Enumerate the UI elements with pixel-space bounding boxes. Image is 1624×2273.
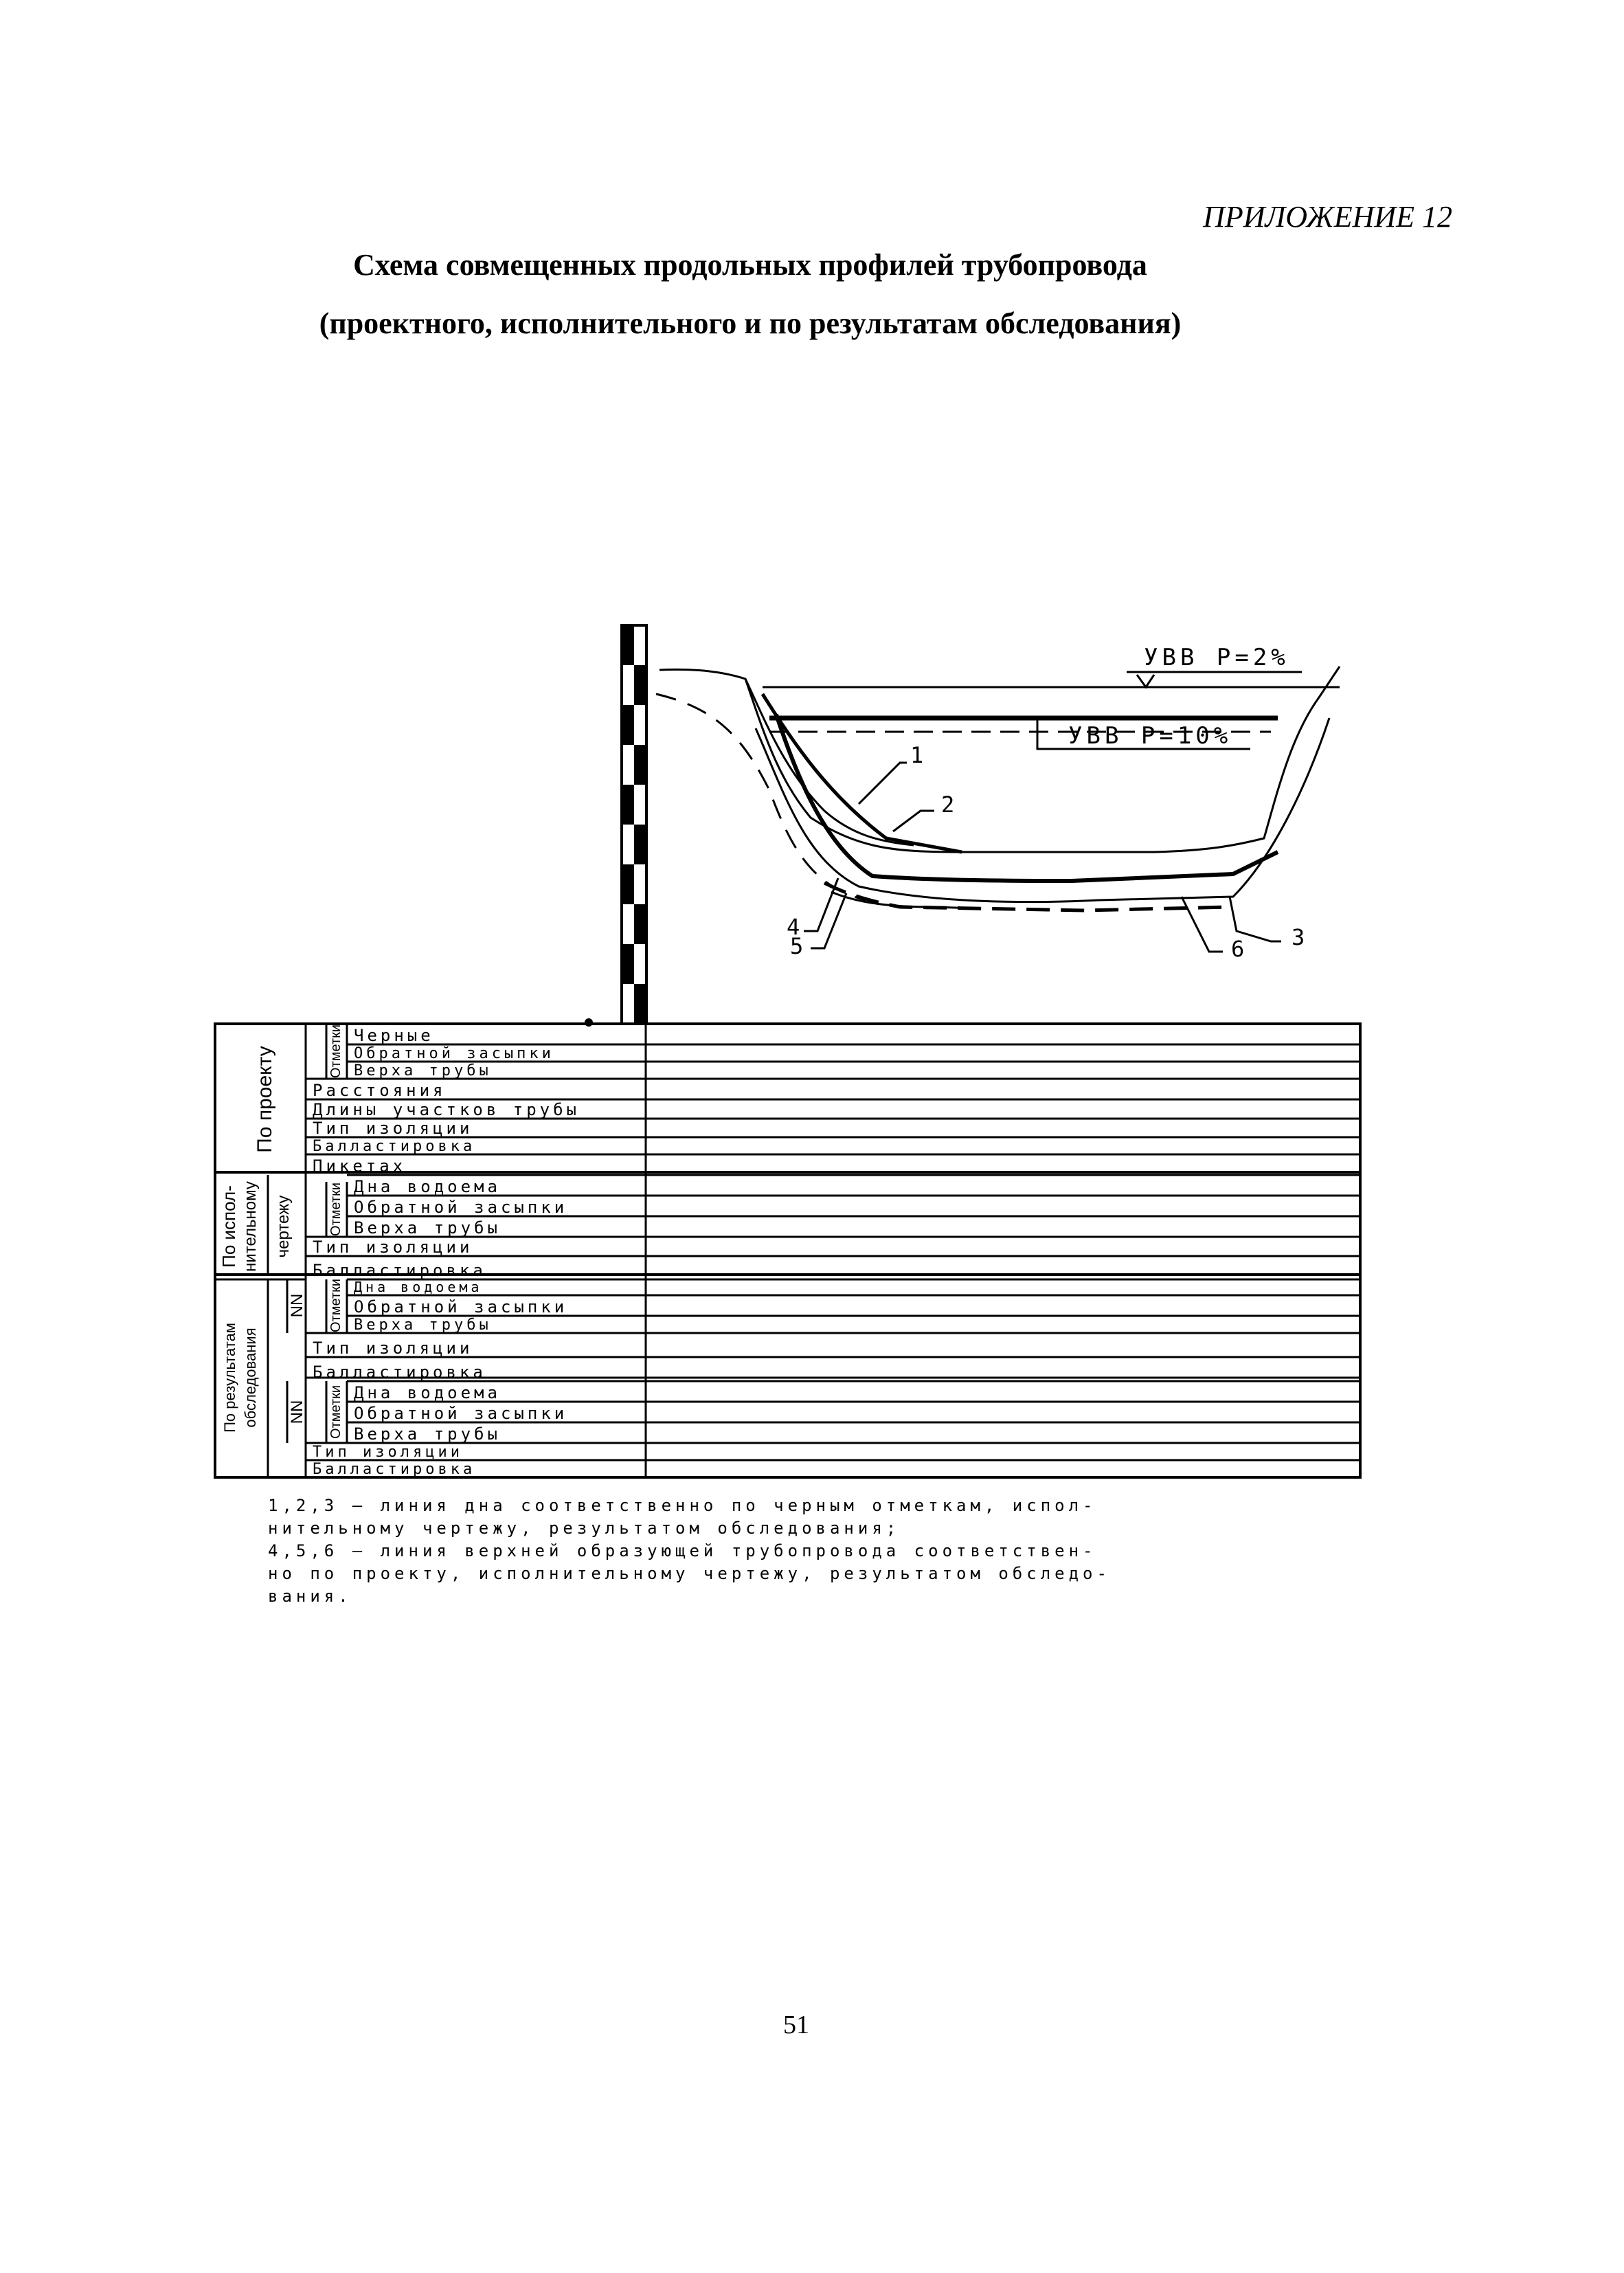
group-exec-label-a: По испол- [218, 1185, 239, 1268]
table-row-label: Обратной засыпки [354, 1404, 568, 1423]
page-number: 51 [783, 2011, 809, 2039]
table-rows [306, 1026, 1360, 1478]
legend [268, 1494, 1395, 1608]
callout-3: 3 [1292, 924, 1305, 950]
title-line-2: (проектного, исполнительного и по результатам обследования) [319, 306, 1182, 340]
legend-line-3: 4,5,6 — линия верхней образующей трубопровода соответствен- [268, 1541, 1097, 1560]
table-row-label: Верха трубы [354, 1218, 501, 1238]
group-survey-label-a: По результатам [221, 1323, 238, 1433]
group-survey-label-b: обследования [242, 1328, 259, 1428]
profile-lines [656, 667, 1340, 910]
scale-ruler [585, 625, 646, 1027]
table-row-label: Балластировка [313, 1138, 476, 1155]
table-row-label: Верха трубы [354, 1062, 492, 1079]
table-row-label: Тип изоляции [313, 1444, 463, 1461]
water-levels [763, 644, 1340, 750]
table-row-label: Обратной засыпки [354, 1045, 554, 1062]
table-row-label: Дна водоема [354, 1279, 483, 1295]
water-level-2-label: УВВ Р=2% [1144, 644, 1289, 671]
table-row-label: Тип изоляции [313, 1238, 473, 1257]
appendix-label: ПРИЛОЖЕНИЕ 12 [1203, 200, 1452, 234]
group-exec-label-c: чертежу [274, 1195, 293, 1258]
group-project-label: По проекту [253, 1046, 276, 1153]
table-row-label: Тип изоляции [313, 1339, 473, 1358]
legend-line-2: нительному чертежу, результатом обследования; [268, 1519, 901, 1538]
table-row-label: Балластировка [313, 1461, 476, 1478]
table-row-label: Дна водоема [354, 1177, 501, 1196]
otmetki-label-1: Отметки [328, 1024, 343, 1079]
callout-1: 1 [910, 742, 924, 768]
callout-2: 2 [941, 792, 955, 818]
legend-line-1: 1,2,3 — линия дна соответственно по черным отметкам, испол- [268, 1496, 1097, 1515]
legend-line-4: но по проекту, исполнительному чертежу, результатом обследо- [268, 1564, 1111, 1583]
callout-5: 5 [790, 933, 804, 959]
nn-label-1: NN [288, 1293, 306, 1318]
table-row-label: Верха трубы [354, 1424, 501, 1444]
callout-4: 4 [787, 914, 800, 940]
table-row-label: Балластировка [313, 1261, 486, 1280]
table-row-label: Черные [354, 1026, 434, 1045]
table-row-label: Пикетах [313, 1156, 407, 1176]
otmetki-label-3: Отметки [328, 1278, 343, 1333]
table-row-label: Обратной засыпки [354, 1198, 568, 1217]
water-level-10-label: УВВ Р=10% [1068, 722, 1232, 750]
legend-line-5: вания. [268, 1587, 352, 1606]
table-row-label: Расстояния [313, 1081, 447, 1100]
table-row-label: Длины участков трубы [313, 1100, 580, 1119]
profile-callouts [804, 763, 1281, 952]
group-exec-label-b: нительному [241, 1181, 260, 1272]
nn-label-2: NN [288, 1400, 306, 1424]
table-row-label: Балластировка [313, 1363, 486, 1382]
table-row-label: Тип изоляции [313, 1119, 473, 1138]
table-row-label: Дна водоема [354, 1383, 501, 1402]
callout-6: 6 [1231, 936, 1245, 962]
table-row-label: Обратной засыпки [354, 1297, 568, 1317]
table-row-label: Верха трубы [354, 1317, 492, 1334]
otmetki-label-2: Отметки [328, 1182, 343, 1237]
title-line-1: Схема совмещенных продольных профилей трубопровода [353, 248, 1147, 282]
otmetki-label-4: Отметки [328, 1385, 343, 1440]
